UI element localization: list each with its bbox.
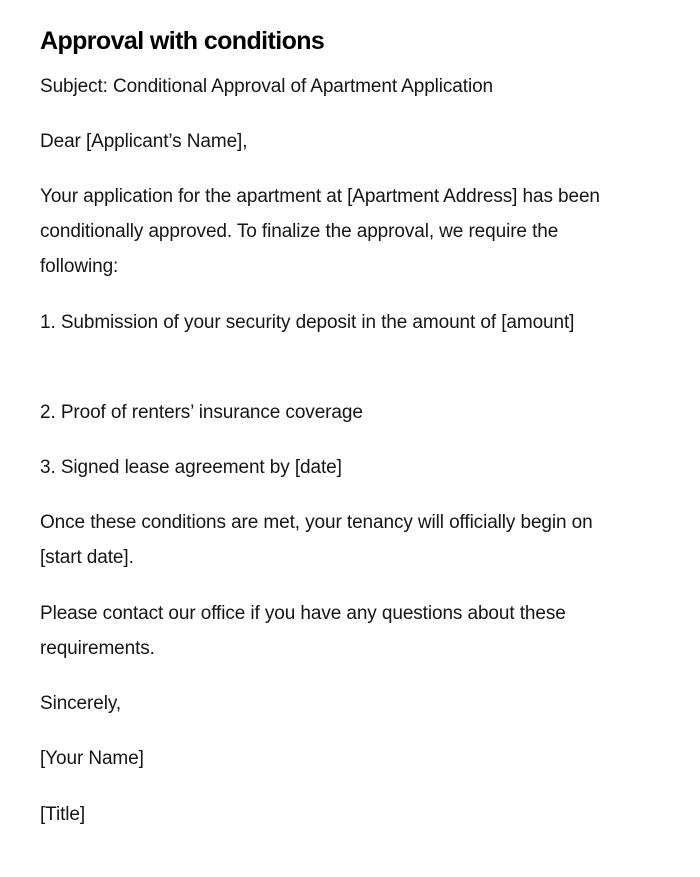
subject-line: Subject: Conditional Approval of Apartment Application: [40, 76, 494, 97]
intro-paragraph: Your application for the apartment at [Apartment Address] has been conditionally approved. To finalize the approval, we require the following:: [40, 186, 600, 277]
outcome-paragraph: Once these conditions are met, your tenancy will officially begin on [start date].: [40, 512, 593, 568]
condition-item: 3. Signed lease agreement by [date]: [40, 457, 342, 478]
signer-name: [Your Name]: [40, 748, 144, 769]
contact-paragraph: Please contact our office if you have any questions about these requirements.: [40, 603, 566, 659]
condition-item: 2. Proof of renters’ insurance coverage: [40, 402, 363, 423]
condition-item: 1. Submission of your security deposit in the amount of [amount]: [40, 312, 575, 333]
salutation: Dear [Applicant’s Name],: [40, 131, 248, 152]
document-title: Approval with conditions: [40, 27, 325, 55]
signer-title: [Title]: [40, 804, 86, 825]
closing: Sincerely,: [40, 693, 122, 714]
